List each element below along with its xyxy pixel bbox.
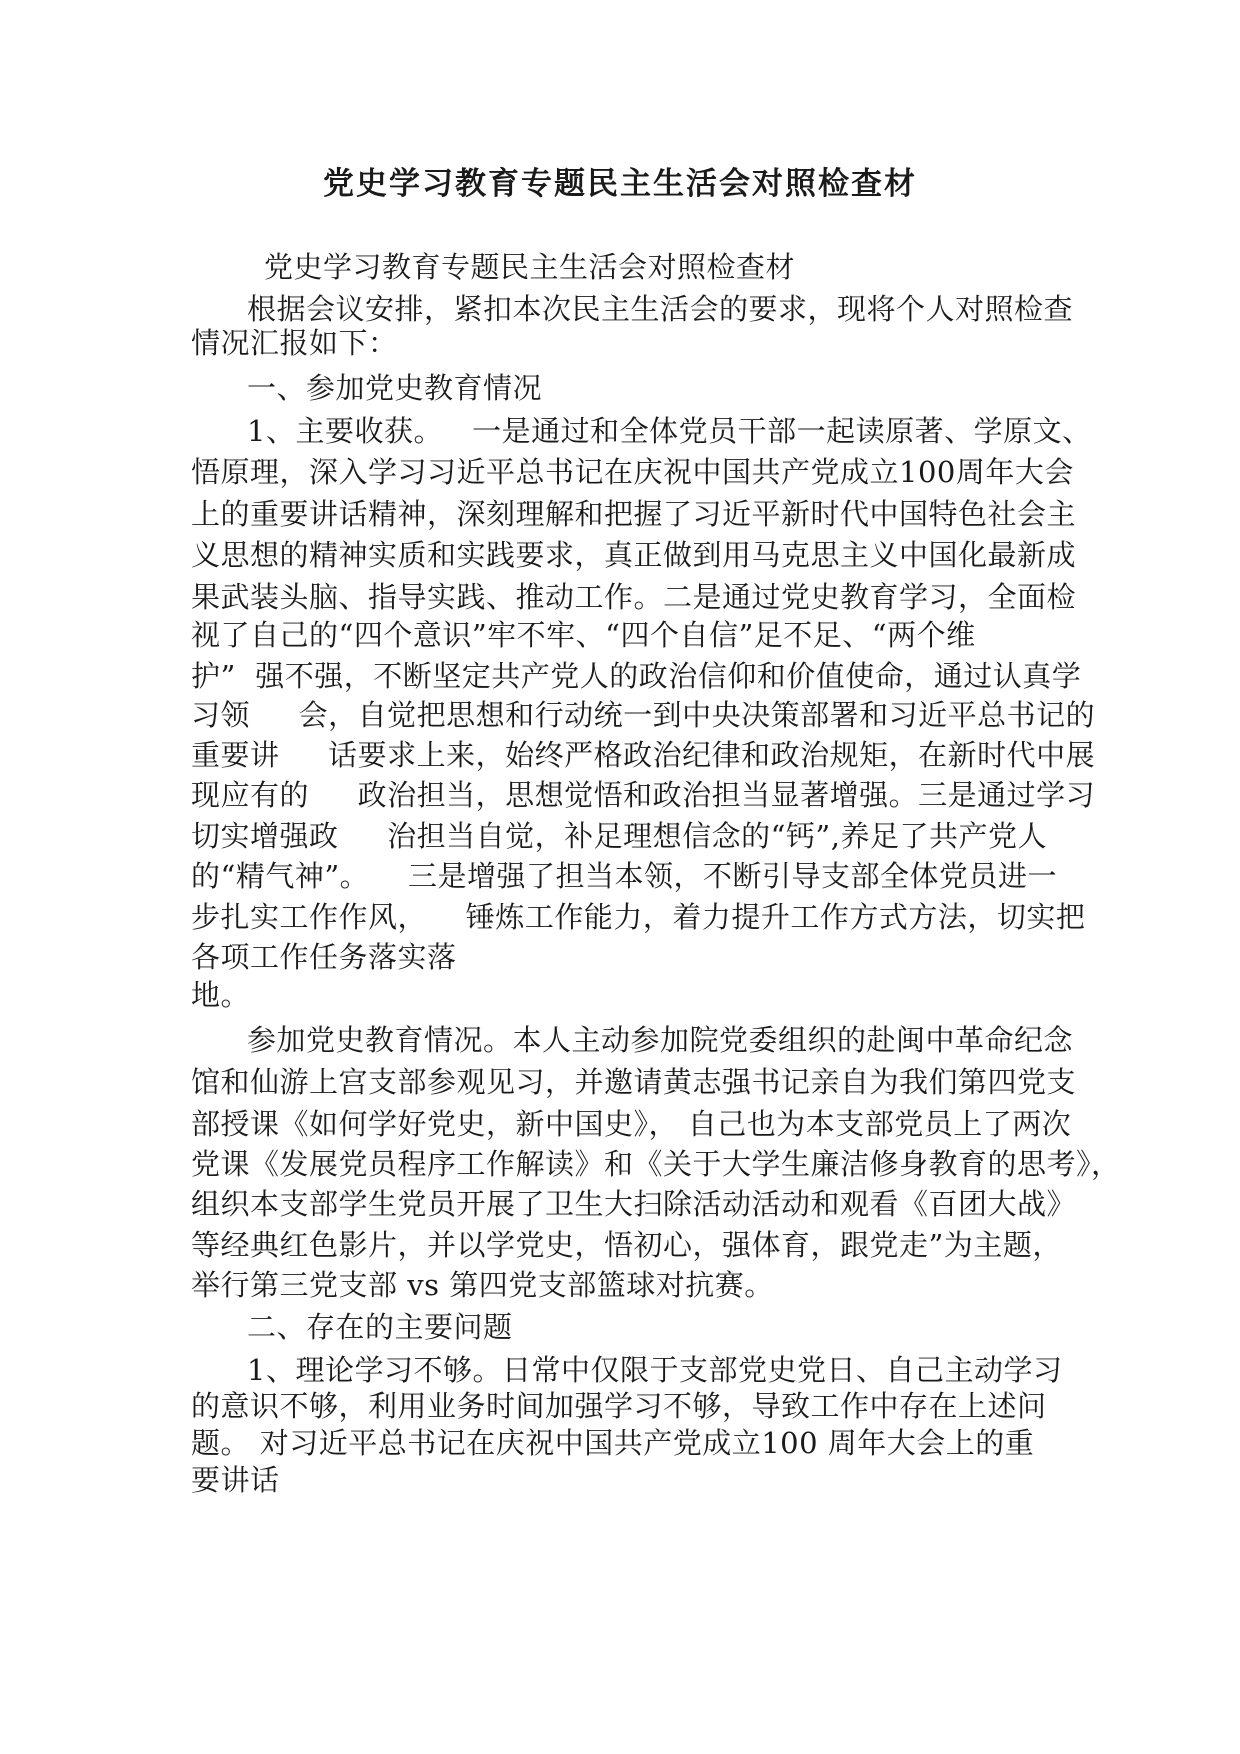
paragraph-line: 等经典红色影片，并以学党史，悟初心，强体育，跟党走”为主题， xyxy=(191,1228,1062,1262)
paragraph-line: 习领 会，自觉把思想和行动统一到中央决策部署和习近平总书记的 xyxy=(191,698,1096,732)
section-heading: 二、存在的主要问题 xyxy=(247,1310,513,1344)
paragraph-line: 的“精气神”。 三是增强了担当本领，不断引导支部全体党员进一 xyxy=(191,859,1058,893)
paragraph-line: 题。 对习近平总书记在庆祝中国共产党成立100 周年大会上的重 xyxy=(191,1426,1035,1460)
paragraph-line: 情况汇报如下： xyxy=(191,326,398,360)
paragraph-line: 重要讲 话要求上来，始终严格政治纪律和政治规矩，在新时代中展 xyxy=(191,738,1096,772)
paragraph-line: 根据会议安排，紧扣本次民主生活会的要求，现将个人对照检查 xyxy=(247,292,1074,326)
paragraph-line: 切实增强政 治担当自觉，补足理想信念的“钙”,养足了共产党人 xyxy=(191,819,1047,853)
paragraph-line: 参加党史教育情况。本人主动参加院党委组织的赴闽中革命纪念 xyxy=(247,1023,1074,1057)
paragraph-line: 1、理论学习不够。日常中仅限于支部党史党日、自己主动学习 xyxy=(247,1353,1063,1387)
paragraph-line: 步扎实工作作风， 锤炼工作能力，着力提升工作方式方法，切实把 xyxy=(191,900,1086,934)
paragraph-line: 义思想的精神实质和实践要求，真正做到用马克思主义中国化最新成 xyxy=(191,538,1077,572)
paragraph-line: 悟原理，深入学习习近平总书记在庆祝中国共产党成立100周年大会 xyxy=(191,455,1074,489)
paragraph-line: 地。 xyxy=(191,978,251,1012)
paragraph-line: 各项工作任务落实落 xyxy=(191,940,457,974)
paragraph-line: 馆和仙游上宫支部参观见习，并邀请黄志强书记亲自为我们第四党支 xyxy=(191,1065,1077,1099)
paragraph-line: 要讲话 xyxy=(191,1463,280,1497)
paragraph-line: 的意识不够，利用业务时间加强学习不够，导致工作中存在上述问 xyxy=(191,1389,1047,1423)
paragraph-line: 部授课《如何学好党史，新中国史》， 自己也为本支部党员上了两次 xyxy=(191,1107,1072,1141)
paragraph-line: 视了自己的“四个意识”牢不牢、“四个自信”足不足、“两个维 xyxy=(191,618,976,652)
paragraph-line: 护” 强不强，不断坚定共产党人的政治信仰和价值使命，通过认真学 xyxy=(191,659,1082,693)
paragraph-line: 党课《发展党员程序工作解读》和《关于大学生廉洁修身教育的思考》， xyxy=(191,1147,1121,1181)
paragraph-line: 上的重要讲话精神，深刻理解和把握了习近平新时代中国特色社会主 xyxy=(191,497,1077,531)
document-title: 党史学习教育专题民主生活会对照检查材 xyxy=(323,166,917,202)
paragraph-line: 果武装头脑、指导实践、推动工作。二是通过党史教育学习，全面检 xyxy=(191,580,1077,614)
paragraph-line: 现应有的 政治担当，思想觉悟和政治担当显著增强。三是通过学习 xyxy=(191,778,1096,812)
section-heading: 一、参加党史教育情况 xyxy=(247,371,543,405)
paragraph-line: 1、主要收获。 一是通过和全体党员干部一起读原著、学原文、 xyxy=(247,414,1092,448)
paragraph-line: 举行第三党支部 vs 第四党支部篮球对抗赛。 xyxy=(191,1268,774,1302)
subtitle-line: 党史学习教育专题民主生活会对照检查材 xyxy=(264,250,796,284)
paragraph-line: 组织本支部学生党员开展了卫生大扫除活动活动和观看《百团大战》 xyxy=(191,1187,1077,1221)
